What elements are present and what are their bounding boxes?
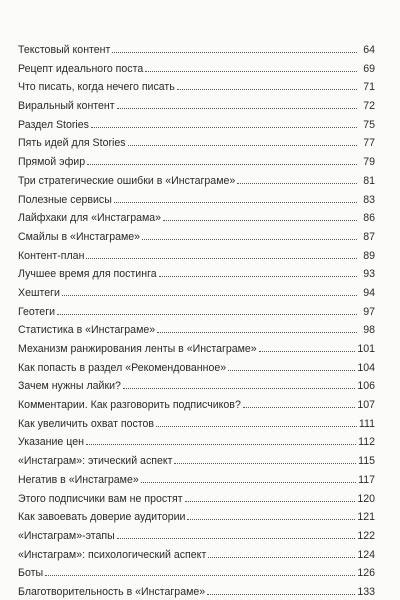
toc-entry-page: 98 [363, 324, 375, 337]
toc-entry-title: Этого подписчики вам не простят [18, 492, 183, 505]
toc-entry-title: «Инстаграм»: этический аспект [18, 455, 173, 468]
toc-entry-title: Пять идей для Stories [18, 137, 126, 150]
toc-entry [18, 209, 375, 228]
toc-entry-title: Контент-план [18, 249, 85, 262]
dot-leader [86, 444, 356, 445]
toc-entry-page: 71 [363, 81, 375, 94]
toc-entry-page: 75 [363, 118, 375, 131]
toc-entry [18, 527, 375, 546]
toc-entry-page: 93 [363, 268, 375, 281]
toc-entry-title: Статистика в «Инстаграме» [18, 324, 156, 337]
toc-entry [18, 564, 375, 583]
toc-entry-page: 89 [363, 249, 375, 262]
toc-entry [18, 471, 375, 490]
dot-leader [237, 183, 357, 184]
toc-entry [18, 415, 375, 434]
dot-leader [62, 295, 357, 296]
toc-entry [18, 433, 375, 452]
toc-entry [18, 490, 375, 509]
toc-entry-title: Смайлы в «Инстаграме» [18, 230, 141, 243]
toc-entry [18, 359, 375, 378]
toc-entry-title: Виральный контент [18, 100, 115, 113]
toc-entry [18, 265, 375, 284]
toc-entry [18, 60, 375, 79]
toc-entry-title: Лучшее время для постинга [18, 268, 157, 281]
toc-entry [18, 97, 375, 116]
dot-leader [45, 575, 355, 576]
toc-entry-page: 122 [357, 529, 375, 542]
dot-leader [87, 164, 357, 165]
dot-leader [128, 145, 357, 146]
toc-entry-page: 81 [363, 174, 375, 187]
toc-entry-page: 115 [358, 455, 375, 468]
toc-entry [18, 583, 375, 600]
toc-entry-page: 117 [358, 473, 375, 486]
toc-entry [18, 116, 375, 135]
toc-entry-title: «Инстаграм»: психологический аспект [18, 548, 207, 561]
toc-entry [18, 78, 375, 97]
dot-leader [117, 538, 356, 539]
dot-leader [259, 351, 356, 352]
dot-leader [145, 71, 357, 72]
toc-entry-page: 106 [357, 380, 375, 393]
toc-entry [18, 228, 375, 247]
toc-entry-title: Прямой эфир [18, 156, 86, 169]
toc-entry-page: 126 [357, 567, 375, 580]
dot-leader [207, 594, 355, 595]
toc-entry [18, 303, 375, 322]
toc-entry [18, 396, 375, 415]
toc-entry-title: Что писать, когда нечего писать [18, 81, 175, 94]
toc-entry-title: Указание цен [18, 436, 84, 449]
toc-entry [18, 191, 375, 210]
toc-entry-page: 86 [363, 212, 375, 225]
toc-entry-title: Благотворительность в «Инстаграме» [18, 585, 206, 598]
dot-leader [208, 557, 355, 558]
toc-entry [18, 546, 375, 565]
toc-entry [18, 247, 375, 266]
dot-leader [228, 370, 355, 371]
dot-leader [185, 501, 356, 502]
toc-entry [18, 134, 375, 153]
toc-entry-page: 112 [358, 436, 375, 449]
dot-leader [243, 407, 355, 408]
toc-entry [18, 321, 375, 340]
toc-entry [18, 41, 375, 60]
toc-entry-title: Как завоевать доверие аудитории [18, 511, 186, 524]
dot-leader [156, 426, 357, 427]
toc-entry-title: Хештеги [18, 286, 60, 299]
dot-leader [163, 220, 357, 221]
dot-leader [114, 202, 357, 203]
toc-entry-title: «Инстаграм»-этапы [18, 529, 115, 542]
toc-entry-title: Как увеличить охват постов [18, 417, 155, 430]
toc-entry-title: Комментарии. Как разговорить подписчиков? [18, 399, 241, 412]
toc-entry-page: 97 [363, 305, 375, 318]
toc-entry-page: 79 [363, 156, 375, 169]
dot-leader [157, 332, 357, 333]
toc-entry-page: 64 [363, 44, 375, 56]
dot-leader [142, 239, 357, 240]
toc-entry-page: 77 [363, 137, 375, 150]
dot-leader [91, 127, 357, 128]
dot-leader [112, 52, 357, 53]
toc-entry-page: 124 [357, 548, 375, 561]
toc-entry-title: Как попасть в раздел «Рекомендованное» [18, 361, 227, 374]
toc-entry [18, 172, 375, 191]
toc-entry [18, 508, 375, 527]
toc-entry [18, 340, 375, 359]
toc-entry-title: Рецепт идеального поста [18, 62, 144, 75]
toc-entry-page: 120 [357, 492, 375, 505]
toc-entry-page: 121 [357, 511, 375, 524]
toc-entry-title: Механизм ранжирования ленты в «Инстаграме» [18, 343, 257, 355]
table-of-contents [18, 41, 375, 600]
dot-leader [117, 108, 357, 109]
toc-entry-title: Лайфхаки для «Инстаграма» [18, 212, 162, 225]
dot-leader [187, 519, 355, 520]
toc-entry [18, 153, 375, 172]
toc-entry [18, 452, 375, 471]
dot-leader [141, 482, 356, 483]
toc-entry-title: Полезные сервисы [18, 193, 112, 206]
dot-leader [177, 89, 357, 90]
toc-entry-title: Зачем нужны лайки? [18, 380, 121, 393]
toc-entry-title: Три стратегические ошибки в «Инстаграме» [18, 174, 236, 187]
dot-leader [174, 463, 356, 464]
toc-entry-page: 69 [363, 62, 375, 75]
toc-entry-page: 104 [357, 361, 375, 374]
toc-entry-page: 94 [363, 286, 375, 299]
toc-entry-page: 111 [358, 417, 375, 430]
toc-entry-page: 83 [363, 193, 375, 206]
toc-entry-page: 72 [363, 100, 375, 113]
toc-entry-title: Текстовый контент [18, 44, 111, 56]
dot-leader [86, 258, 357, 259]
toc-entry [18, 284, 375, 303]
toc-entry-title: Боты [18, 567, 44, 580]
toc-entry-page: 87 [363, 230, 375, 243]
toc-entry-title: Негатив в «Инстаграме» [18, 473, 139, 486]
toc-entry-title: Геотеги [18, 305, 55, 318]
dot-leader [123, 388, 355, 389]
toc-entry-page: 107 [357, 399, 375, 412]
toc-entry-page: 133 [357, 585, 375, 598]
dot-leader [57, 314, 357, 315]
toc-entry-title: Раздел Stories [18, 118, 89, 131]
toc-entry-page: 101 [357, 343, 375, 355]
dot-leader [159, 276, 357, 277]
toc-entry [18, 377, 375, 396]
